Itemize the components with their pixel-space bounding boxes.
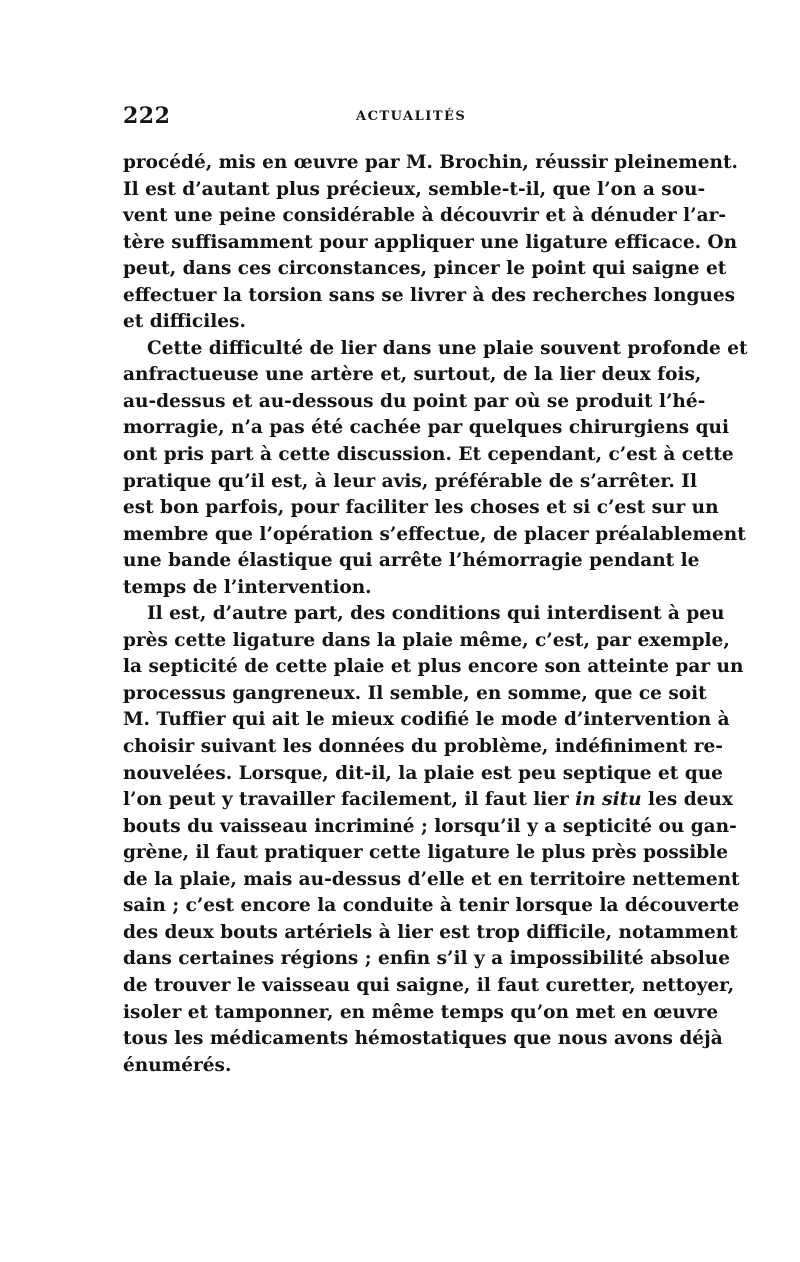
text-line: des deux bouts artériels à lier est trop difficile, notamment: [123, 921, 738, 943]
text-line: l’on peut y travailler facilement, il faut lier in situ les deux: [123, 789, 733, 811]
text-line: grène, il faut pratiquer cette ligature le plus près possible: [123, 842, 728, 864]
running-title: ACTUALITÉS: [356, 109, 467, 124]
text-line: sain ; c’est encore la conduite à tenir lorsque la découverte: [123, 895, 740, 917]
body-text: [123, 150, 748, 1079]
text-line: effectuer la torsion sans se livrer à des recherches longues: [123, 284, 736, 306]
text-line: ont pris part à cette discussion. Et cependant, c’est à cette: [123, 444, 734, 466]
text-line: et difficiles.: [123, 311, 246, 333]
text-line: de la plaie, mais au-dessus d’elle et en territoire nettement: [123, 868, 740, 890]
text-line: peut, dans ces circonstances, pincer le point qui saigne et: [123, 258, 727, 280]
text-line: énumérés.: [123, 1054, 232, 1076]
text-line: près cette ligature dans la plaie même, c’est, par exemple,: [123, 629, 730, 651]
text-line: morragie, n’a pas été cachée par quelques chirurgiens qui: [123, 417, 730, 439]
text-line: dans certaines régions ; enfin s’il y a impossibilité absolue: [123, 948, 731, 970]
text-line: au-dessus et au-dessous du point par où se produit l’hé-: [123, 390, 706, 412]
text-line: nouvelées. Lorsque, dit-il, la plaie est peu septique et que: [123, 762, 723, 784]
page-number: 222: [123, 103, 171, 129]
text-line: une bande élastique qui arrête l’hémorragie pendant le: [123, 550, 700, 572]
text-line: isoler et tamponner, en même temps qu’on met en œuvre: [123, 1001, 719, 1023]
text-line: de trouver le vaisseau qui saigne, il faut curetter, nettoyer,: [123, 974, 735, 996]
text-line: pratique qu’il est, à leur avis, préférable de s’arrêter. Il: [123, 470, 697, 492]
text-line: membre que l’opération s’effectue, de placer préalablement: [123, 523, 746, 545]
text-line: choisir suivant les données du problème, indéfiniment re-: [123, 736, 723, 758]
text-line: temps de l’intervention.: [123, 576, 372, 598]
text-line: M. Tuffier qui ait le mieux codifié le mode d’intervention à: [123, 709, 730, 731]
text-line: Il est d’autant plus précieux, semble-t-il, que l’on a sou-: [123, 178, 706, 200]
text-line: anfractueuse une artère et, surtout, de la lier deux fois,: [123, 364, 702, 386]
text-line: tère suffisamment pour appliquer une ligature efficace. On: [123, 231, 738, 253]
text-line: procédé, mis en œuvre par M. Brochin, réussir pleinement.: [123, 152, 738, 173]
page-header: [123, 103, 683, 133]
text-line: bouts du vaisseau incriminé ; lorsqu’il y a septicité ou gan-: [123, 815, 737, 837]
text-line: la septicité de cette plaie et plus encore son atteinte par un: [123, 656, 744, 678]
text-line: processus gangreneux. Il semble, en somme, que ce soit: [123, 682, 707, 704]
text-line: Il est, d’autre part, des conditions qui interdisent à peu: [147, 603, 725, 625]
text-line: Cette difficulté de lier dans une plaie souvent profonde et: [147, 337, 748, 359]
text-line: est bon parfois, pour faciliter les choses et si c’est sur un: [123, 497, 719, 519]
text-line: tous les médicaments hémostatiques que nous avons déjà: [123, 1028, 723, 1050]
text-line: vent une peine considérable à découvrir et à dénuder l’ar-: [123, 205, 727, 227]
